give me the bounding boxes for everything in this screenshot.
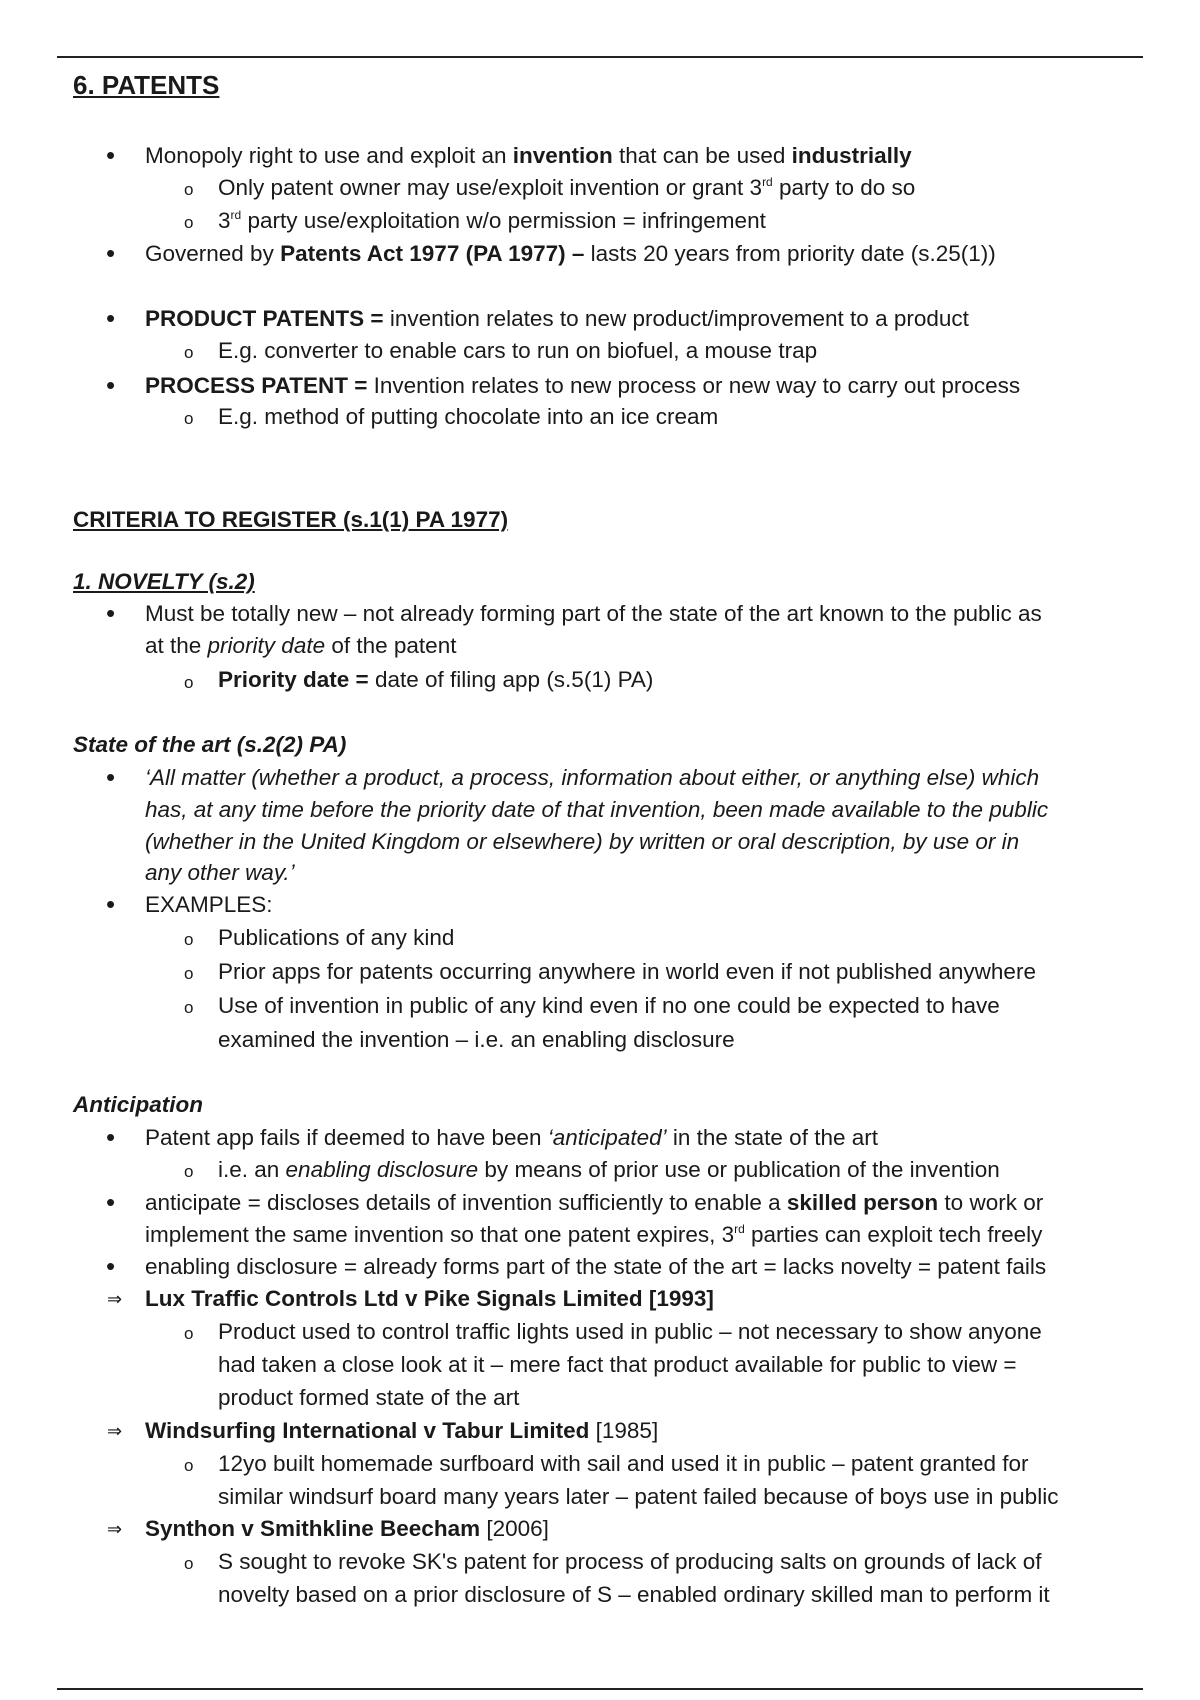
case-windsurfing-line: similar windsurf board many years later – patent failed because of boys use in public [218,1484,1059,1509]
sub-bullet-icon: o [184,213,194,232]
novelty-line-3: Priority date = date of filing app (s.5(1) PA) [218,667,654,692]
bullet-icon: • [106,1187,116,1217]
case-windsurfing-line: 12yo built homemade surfboard with sail and used it in public – patent granted for [218,1451,1029,1476]
case-lux-line: product formed state of the art [218,1385,520,1410]
bullet-icon: • [106,140,116,170]
bullet-icon: • [106,889,116,919]
case-synthon-line: novelty based on a prior disclosure of S – enabled ordinary skilled man to perform it [218,1582,1050,1607]
anticipation-line-5: enabling disclosure = already forms part of the state of the art = lacks novelty = patent fails [145,1254,1047,1279]
bullet-icon: • [106,238,116,268]
intro-line-2: Only patent owner may use/exploit invention or grant 3rd party to do so [218,175,916,200]
sub-bullet-icon: o [184,673,194,692]
sub-bullet-icon: o [184,1554,194,1573]
case-lux-line: Product used to control traffic lights used in public – not necessary to show anyone [218,1319,1042,1344]
example-item-continued: examined the invention – i.e. an enabling disclosure [218,1027,735,1052]
intro-line-3: 3rd party use/exploitation w/o permission = infringement [218,208,766,233]
case-synthon: Synthon v Smithkline Beecham [2006] [145,1516,549,1541]
sub-bullet-icon: o [184,1456,194,1475]
bullet-icon: • [106,303,116,333]
example-item: Use of invention in public of any kind even if no one could be expected to have [218,993,1000,1018]
sub-bullet-icon: o [184,1162,194,1181]
intro-line-4: Governed by Patents Act 1977 (PA 1977) – lasts 20 years from priority date (s.25(1)) [145,241,996,266]
case-lux: Lux Traffic Controls Ltd v Pike Signals Limited [1993] [145,1286,714,1311]
example-item: Prior apps for patents occurring anywhere in world even if not published anywhere [218,959,1036,984]
anticipation-heading: Anticipation [73,1092,203,1117]
sub-bullet-icon: o [184,998,194,1017]
intro-line-8: E.g. method of putting chocolate into an ice cream [218,404,719,429]
intro-line-6: E.g. converter to enable cars to run on biofuel, a mouse trap [218,338,818,363]
quote-line: has, at any time before the priority date of that invention, been made available to the public [145,797,1049,822]
novelty-heading: 1. NOVELTY (s.2) [73,569,255,594]
arrow-icon: ⇒ [107,1421,123,1441]
bullet-icon: • [106,1251,116,1281]
sub-bullet-icon: o [184,180,194,199]
anticipation-line-1: Patent app fails if deemed to have been ‘anticipated’ in the state of the art [145,1125,878,1150]
intro-line-1: Monopoly right to use and exploit an invention that can be used industrially [145,143,912,168]
quote-line: (whether in the United Kingdom or elsewhere) by written or oral description, by use or in [145,829,1020,854]
page-title: 6. PATENTS [73,70,220,100]
case-synthon-line: S sought to revoke SK's patent for process of producing salts on grounds of lack of [218,1549,1042,1574]
top-rule [57,56,1143,58]
sub-bullet-icon: o [184,964,194,983]
intro-line-5: PRODUCT PATENTS = invention relates to new product/improvement to a product [145,306,969,331]
bullet-icon: • [106,598,116,628]
state-of-art-heading: State of the art (s.2(2) PA) [73,732,347,757]
bullet-icon: • [106,762,116,792]
anticipation-line-3: anticipate = discloses details of invention sufficiently to enable a skilled person to work or [145,1190,1044,1215]
arrow-icon: ⇒ [107,1289,123,1309]
bullet-icon: • [106,1122,116,1152]
anticipation-line-4: implement the same invention so that one patent expires, 3rd parties can exploit tech freely [145,1222,1043,1247]
arrow-icon: ⇒ [107,1519,123,1539]
examples-label: EXAMPLES: [145,892,273,917]
quote-line: any other way.’ [145,860,295,885]
novelty-line-1: Must be totally new – not already forming part of the state of the art known to the public as [145,601,1042,626]
example-item: Publications of any kind [218,925,455,950]
bullet-icon: • [106,370,116,400]
intro-line-7: PROCESS PATENT = Invention relates to new process or new way to carry out process [145,373,1021,398]
sub-bullet-icon: o [184,343,194,362]
case-windsurfing: Windsurfing International v Tabur Limited [1985] [145,1418,659,1443]
criteria-heading: CRITERIA TO REGISTER (s.1(1) PA 1977) [73,507,509,532]
quote-line: ‘All matter (whether a product, a process, information about either, or anything else) which [145,765,1040,790]
sub-bullet-icon: o [184,409,194,428]
case-lux-line: had taken a close look at it – mere fact that product available for public to view = [218,1352,1017,1377]
bottom-rule [57,1688,1143,1690]
sub-bullet-icon: o [184,930,194,949]
anticipation-line-2: i.e. an enabling disclosure by means of prior use or publication of the invention [218,1157,1000,1182]
novelty-line-2: at the priority date of the patent [145,633,457,658]
sub-bullet-icon: o [184,1324,194,1343]
